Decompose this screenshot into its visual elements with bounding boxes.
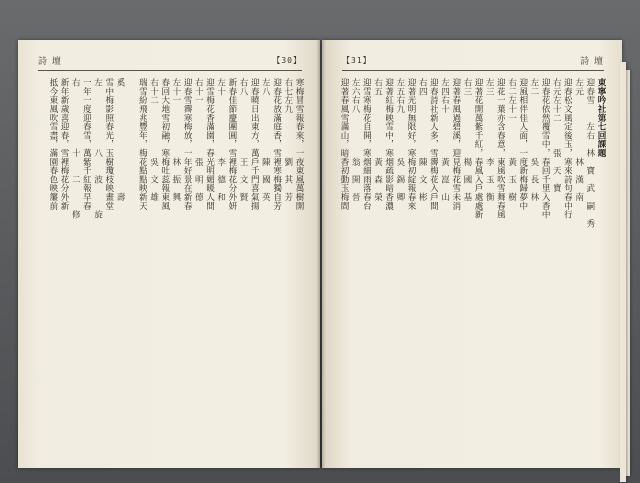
text-column: 左四右十 黃 崑 山 xyxy=(439,78,450,202)
open-book xyxy=(18,40,622,468)
right-header-rule xyxy=(342,70,604,71)
text-column: 右四 陳 文 彬 xyxy=(417,78,428,202)
text-column: 迎春雪 左右 林 寶 武 嗣 秀 xyxy=(584,78,595,228)
text-column: 迎著春風雪滿山，暗香初動玉梅間 xyxy=(339,78,350,210)
text-column: 右五 黃 森 榮 xyxy=(372,78,383,202)
text-column: 右三 楊 國 基 xyxy=(461,78,472,202)
text-column: 迎春雪霽寒梅放，一年好景在新春 xyxy=(182,78,193,210)
text-column: 雪中梅影照春光，玉樹瓊枝映畫堂 xyxy=(103,78,114,210)
left-page xyxy=(18,40,320,468)
text-column: 右元左十二 張 天 寶 xyxy=(551,78,562,193)
text-column: 迎春花放滿庭香，雪裡寒梅獨自芳 xyxy=(271,78,282,210)
right-page-text xyxy=(338,78,606,450)
right-page-number: 【31】 xyxy=(342,55,372,65)
text-column: 左八 陳 國 英 xyxy=(260,78,271,202)
text-column: 奚 壽 xyxy=(115,78,125,202)
text-column: 抵今東風吹雪盡，滿園春色映簾前 xyxy=(47,78,58,210)
text-column: 左三 李 玉 衡 xyxy=(484,78,495,202)
left-page-number: 【30】 xyxy=(272,55,302,65)
text-column: 左五右九 吳 錫 卿 xyxy=(394,78,405,202)
text-column: 春回大地雪初融，寒梅吐蕊報東風 xyxy=(159,78,170,210)
text-column: 瑞雪紛飛兆豐年，梅花點點映新天 xyxy=(137,78,148,210)
text-column: 左六右八 翁 開 晉 xyxy=(350,78,361,202)
text-column: 迎著紅梅映雪中，寒烟疏影暗香濃 xyxy=(383,78,394,210)
text-column: 迎著花開萬紫千紅，春風入戶處處新 xyxy=(473,78,484,219)
text-column: 迎著春風過碧溪，迎見梅花雪未消 xyxy=(450,78,461,210)
text-column: 寒梅冒雪報春來，一夜東風萬樹開 xyxy=(294,78,304,210)
right-page xyxy=(322,40,622,468)
text-column: 迎春曉日出東方，萬戶千門喜氣揚 xyxy=(249,78,260,210)
text-column: 迎花一葉亦含春意，東風吹雪舞春風 xyxy=(495,78,506,219)
text-column: 迎著光明無限好，寒梅初綻報春來 xyxy=(406,78,417,210)
text-column: 左十一 林 振 興 xyxy=(170,78,181,202)
left-page-header xyxy=(38,52,302,68)
text-column: 左 八 波 旋 xyxy=(92,78,103,219)
page-edge xyxy=(620,62,626,482)
text-column: 右八 王 文 賢 xyxy=(238,78,249,202)
text-column: 左十 李 德 和 xyxy=(215,78,226,202)
text-column: 一年一度迎春雪，萬紫千紅報早春 xyxy=(81,78,92,210)
text-column: 右二左十一 黃 玉 樹 xyxy=(506,78,517,202)
text-column: 迎春詩社新人多，雪霽梅花入戶間 xyxy=(428,78,439,210)
text-column: 迎雪寒梅花自開，寒烟細雨落春台 xyxy=(361,78,372,210)
text-column: 迎風相伴佳人面，一度新梅歸夢中 xyxy=(517,78,528,210)
text-column: 右 十 二 修 xyxy=(70,78,81,219)
text-column: 迎春花依然覆雪中，春回千里入香中 xyxy=(540,78,551,219)
text-column: 左元 林 漢 南 xyxy=(573,78,584,202)
right-page-header xyxy=(342,52,604,68)
text-column: 右十一 張 明 德 xyxy=(193,78,204,202)
text-column: 右十二 吳 文 雄 xyxy=(148,78,159,202)
book-gutter-shadow xyxy=(316,40,326,468)
right-page-title: 詩 壇 xyxy=(580,56,604,67)
text-column: 新春佳節慶團圓，雪裡梅花分外妍 xyxy=(226,78,237,210)
text-column: 新年新歲喜迎春，雪裡梅花分外新 xyxy=(59,78,70,210)
section-title: 東寧吟社第七回課題 xyxy=(596,78,606,158)
text-column: 右七左九 劉 其 芳 xyxy=(282,78,293,202)
left-header-rule xyxy=(38,70,302,71)
text-column: 左二 吳 長 林 xyxy=(528,78,539,202)
left-page-text xyxy=(36,78,304,450)
text-column: 迎雪梅花香滿園，春光明媚暖人間 xyxy=(204,78,215,210)
left-page-title: 詩 壇 xyxy=(38,56,62,67)
text-column: 迎春松文風定後玉，寒來詩句春中行 xyxy=(562,78,573,219)
